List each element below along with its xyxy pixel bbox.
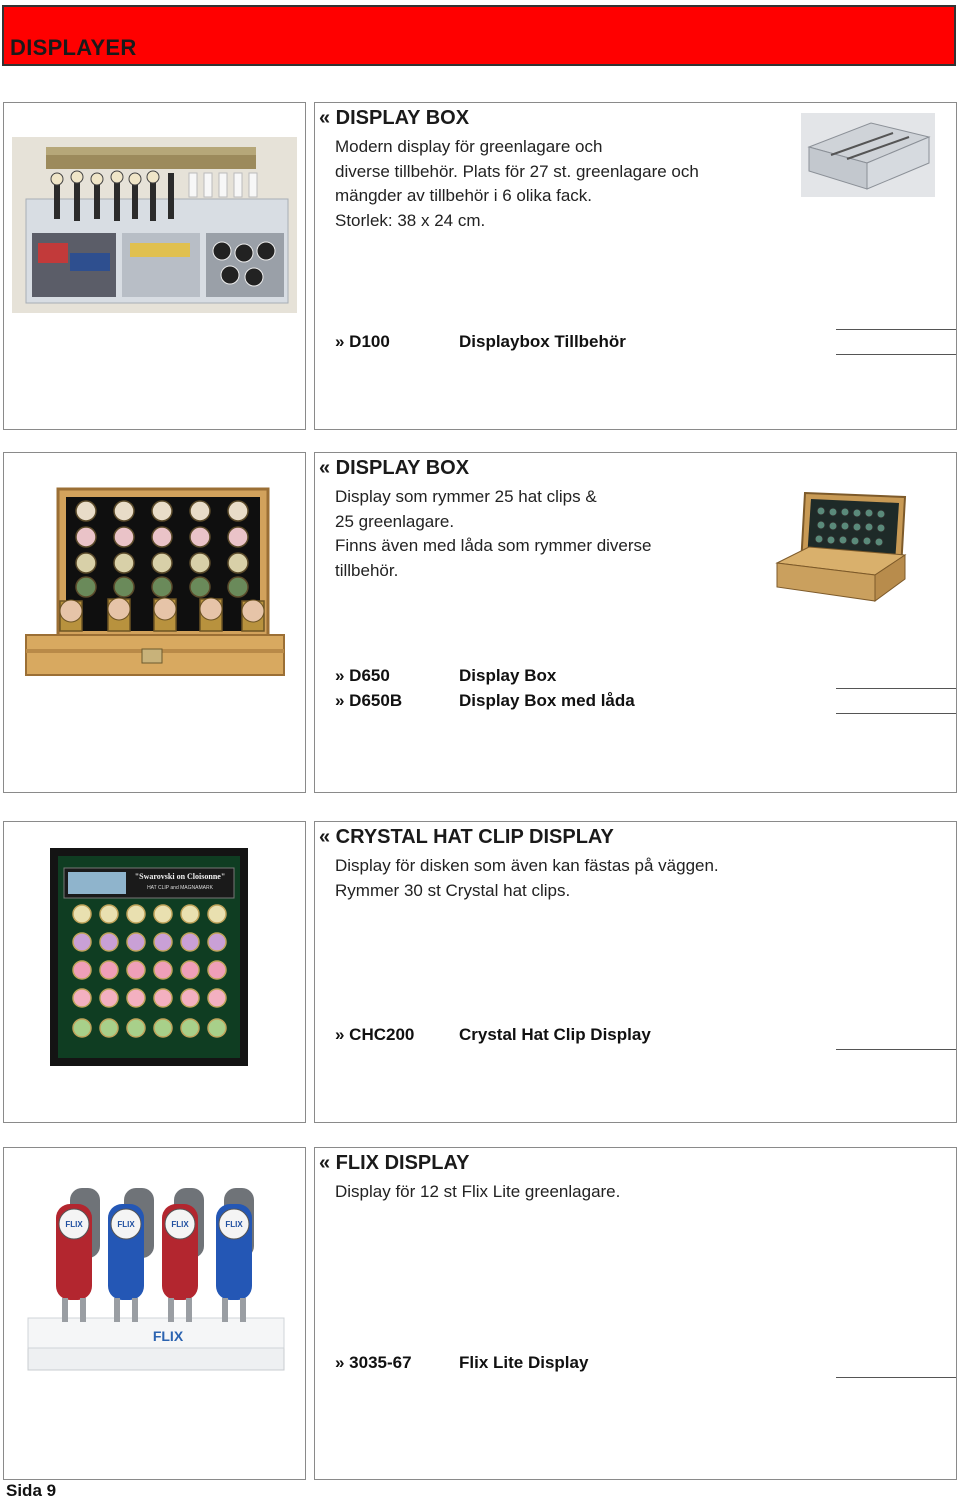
product-description [335, 854, 719, 903]
item-code: » 3035-67 [335, 1353, 412, 1372]
description-line: Display för 12 st Flix Lite greenlagare. [335, 1182, 621, 1201]
price-line [836, 1049, 957, 1050]
description-line: diverse tillbehör. Plats för 27 st. greenlagare och [335, 161, 699, 181]
product-title: « DISPLAY BOX [319, 107, 470, 129]
item-name: Displaybox Tillbehör [459, 332, 626, 351]
page-title: DISPLAYER [10, 35, 137, 60]
price-line [836, 329, 957, 330]
product-info-panel-3 [314, 821, 957, 1123]
description-line: Display för disken som även kan fästas på väggen. [335, 856, 719, 875]
price-line [836, 1377, 957, 1378]
flix-display-photo [4, 1148, 306, 1480]
item-code: » D100 [335, 332, 390, 351]
item-name: Display Box [459, 666, 557, 685]
flix-marker-label: FLIX [117, 1220, 135, 1229]
wooden-display-box-photo [4, 453, 306, 793]
item-name: Crystal Hat Clip Display [459, 1025, 651, 1044]
flix-marker-label: FLIX [65, 1220, 83, 1229]
product-info-panel-2 [314, 452, 957, 793]
description-line: Storlek: 38 x 24 cm. [335, 210, 486, 230]
item-code: » CHC200 [335, 1025, 415, 1044]
display-box-accessories-photo [4, 103, 306, 430]
price-line [836, 688, 957, 689]
description-line: Display som rymmer 25 hat clips & [335, 487, 597, 506]
product-title: « CRYSTAL HAT CLIP DISPLAY [319, 826, 614, 848]
product-description [335, 135, 699, 233]
description-line: tillbehör. [335, 560, 399, 580]
display-box-thumbnail [775, 489, 909, 607]
description-line: Rymmer 30 st Crystal hat clips. [335, 880, 571, 900]
description-line: Finns även med låda som rymmer diverse [335, 536, 652, 555]
product-info-panel-4 [314, 1147, 957, 1480]
price-line [836, 354, 957, 355]
flix-logo-text: FLIX [152, 1328, 184, 1344]
page-number: Sida 9 [6, 1481, 57, 1500]
item-code: » D650B [335, 691, 403, 710]
product-description [335, 1180, 620, 1205]
flix-marker-label: FLIX [225, 1220, 243, 1229]
product-info-panel-1 [314, 102, 957, 430]
item-name: Flix Lite Display [459, 1353, 589, 1372]
product-image-panel-2 [3, 452, 306, 793]
product-image-panel-4 [3, 1147, 306, 1480]
crystal-hat-clip-display-photo [4, 822, 306, 1123]
flix-marker-label: FLIX [171, 1220, 189, 1229]
banner-text: "Swarovski on Cloisonne" [134, 872, 226, 881]
product-image-panel-1 [3, 102, 306, 430]
description-line: Modern display för greenlagare och [335, 137, 603, 156]
acrylic-box-thumbnail [801, 113, 935, 197]
item-code: » D650 [335, 666, 390, 685]
item-name: Display Box med låda [459, 691, 635, 710]
description-line: mängder av tillbehör i 6 olika fack. [335, 186, 593, 205]
banner-subtext: HAT CLIP and MAGNAMARK [147, 885, 213, 891]
product-title: « FLIX DISPLAY [319, 1152, 470, 1174]
page-header [2, 5, 956, 66]
product-description [335, 485, 652, 583]
description-line: 25 greenlagare. [335, 511, 455, 531]
price-line [836, 713, 957, 714]
product-image-panel-3 [3, 821, 306, 1123]
product-title: « DISPLAY BOX [319, 457, 470, 479]
